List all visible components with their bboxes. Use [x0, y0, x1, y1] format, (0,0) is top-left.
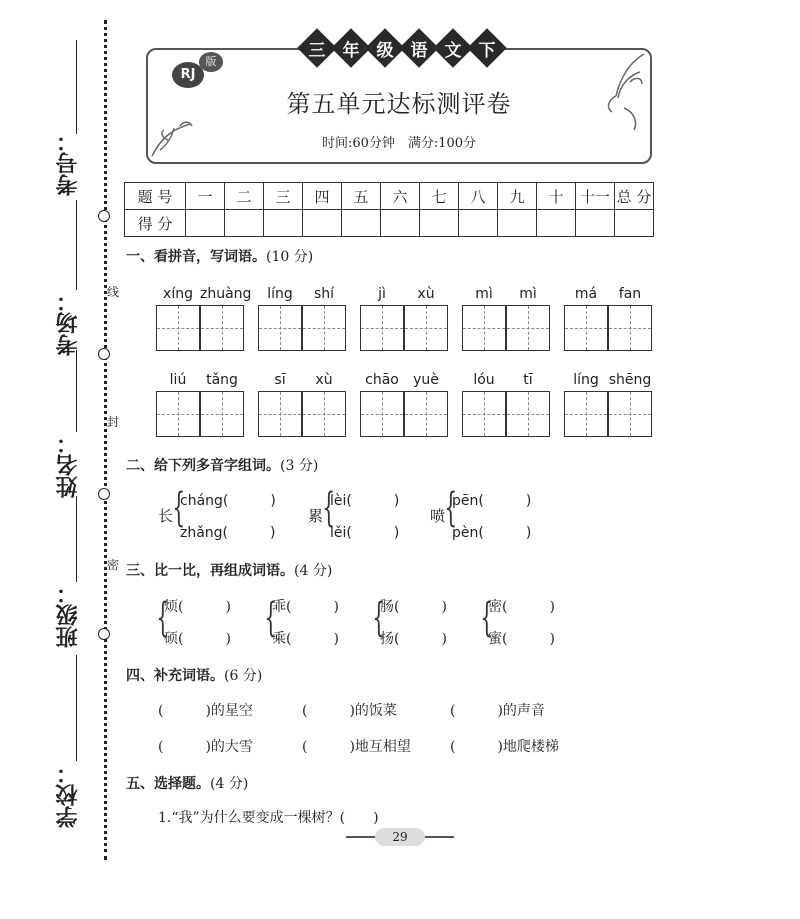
writing-grid-box[interactable]	[258, 305, 302, 351]
brace: {	[372, 595, 386, 641]
ornament-right	[424, 836, 454, 838]
polyphone-char: 累	[308, 507, 324, 525]
polyphone-answer[interactable]: cháng( )	[180, 493, 276, 509]
score-cell[interactable]	[342, 210, 381, 237]
school-label: 学校：	[55, 762, 81, 828]
edition-badge: RJ	[172, 62, 204, 88]
binding-hole	[98, 488, 110, 500]
pinyin: tǎng	[206, 372, 238, 388]
time-info: 时间:60分钟 满分:100分	[321, 136, 477, 151]
pinyin: zhuàng	[200, 286, 252, 302]
score-cell[interactable]	[420, 210, 459, 237]
writing-grid-box[interactable]	[302, 305, 346, 351]
brace: {	[322, 485, 336, 531]
score-cell[interactable]	[186, 210, 225, 237]
pinyin: shēng	[608, 372, 652, 388]
polyphone-answer[interactable]: lěi( )	[330, 525, 400, 541]
binding-hole	[98, 348, 110, 360]
score-cell[interactable]	[615, 210, 654, 237]
page-title: 第五单元达标测评卷	[286, 90, 512, 118]
score-table-score-row: 得 分	[125, 210, 654, 237]
ornament-left	[346, 836, 376, 838]
pinyin: jì	[378, 286, 386, 302]
fill-word[interactable]: ( )的星空	[158, 703, 253, 719]
writing-grid-box[interactable]	[360, 305, 404, 351]
fill-word[interactable]: ( )地爬楼梯	[450, 739, 559, 755]
score-cell[interactable]	[537, 210, 576, 237]
fill-word[interactable]: ( )地互相望	[302, 739, 411, 755]
writing-grid-box[interactable]	[404, 391, 448, 437]
name-label: 姓名：	[55, 432, 81, 498]
score-cell[interactable]	[264, 210, 303, 237]
binding-dotted-line	[104, 20, 107, 860]
brace: {	[444, 485, 458, 531]
fill-word[interactable]: ( )的声音	[450, 703, 545, 719]
brace: {	[156, 595, 170, 641]
polyphone-answer[interactable]: pèn( )	[452, 525, 532, 541]
section-5-heading: 五、选择题。(4 分)	[126, 776, 249, 792]
edition-badge-suffix: 版	[199, 52, 223, 72]
section-3-heading: 三、比一比，再组成词语。(4 分)	[126, 563, 333, 579]
banner-diamond: 文	[433, 28, 473, 68]
score-cell[interactable]	[303, 210, 342, 237]
polyphone-char: 长	[158, 507, 174, 525]
fill-word[interactable]: ( )的饭菜	[302, 703, 397, 719]
compare-word[interactable]: 密( )	[488, 599, 555, 615]
section-2-heading: 二、给下列多音字组词。(3 分)	[126, 458, 319, 474]
pinyin: mì	[475, 286, 493, 302]
banner-diamond: 年	[331, 28, 371, 68]
writing-grid-box[interactable]	[506, 391, 550, 437]
writing-grid-box[interactable]	[564, 391, 608, 437]
seal-char-mi: 密	[107, 558, 120, 572]
pinyin: xù	[315, 372, 333, 388]
score-cell[interactable]	[381, 210, 420, 237]
pinyin: fan	[618, 286, 642, 302]
score-cell[interactable]	[459, 210, 498, 237]
class-label: 班级：	[55, 582, 81, 648]
exam-number-line	[76, 40, 77, 134]
brace: {	[172, 485, 186, 531]
pinyin: liú	[169, 372, 187, 388]
score-cell[interactable]	[498, 210, 537, 237]
school-line	[76, 655, 77, 761]
binding-hole	[98, 628, 110, 640]
exam-room-line	[76, 200, 77, 290]
score-cell[interactable]	[225, 210, 264, 237]
writing-grid-box[interactable]	[156, 391, 200, 437]
compare-word[interactable]: 硕( )	[164, 631, 231, 647]
name-line	[76, 350, 77, 432]
compare-word[interactable]: 烦( )	[164, 599, 231, 615]
banner-diamond: 语	[399, 28, 439, 68]
section-4-heading: 四、补充词语。(6 分)	[126, 668, 263, 684]
pinyin: sī	[274, 372, 286, 388]
exam-room-label: 考场：	[55, 290, 81, 356]
pinyin: lóu	[473, 372, 495, 388]
page-number: 29	[375, 828, 425, 846]
writing-grid-box[interactable]	[200, 305, 244, 351]
score-cell[interactable]	[576, 210, 615, 237]
pinyin: mì	[519, 286, 537, 302]
pinyin: má	[574, 286, 598, 302]
pinyin: líng	[267, 286, 293, 302]
writing-grid-box[interactable]	[608, 391, 652, 437]
writing-grid-box[interactable]	[258, 391, 302, 437]
banner-diamond: 下	[467, 28, 507, 68]
compare-word[interactable]: 蜜( )	[488, 631, 555, 647]
pinyin: líng	[573, 372, 599, 388]
score-table	[124, 182, 654, 237]
writing-grid-box[interactable]	[200, 391, 244, 437]
pinyin: yuè	[413, 372, 439, 388]
polyphone-answer[interactable]: pēn( )	[452, 493, 532, 509]
writing-grid-box[interactable]	[360, 391, 404, 437]
writing-grid-box[interactable]	[506, 305, 550, 351]
writing-grid-box[interactable]	[608, 305, 652, 351]
class-line	[76, 496, 77, 582]
polyphone-answer[interactable]: zhǎng( )	[180, 525, 276, 541]
banner-diamond: 级	[365, 28, 405, 68]
compare-word[interactable]: 乘( )	[272, 631, 339, 647]
compare-word[interactable]: 肠( )	[380, 599, 447, 615]
seal-char-xian: 线	[107, 285, 120, 299]
seal-char-feng: 封	[107, 415, 120, 429]
pinyin: xíng	[163, 286, 193, 302]
writing-grid-box[interactable]	[302, 391, 346, 437]
pinyin: xù	[417, 286, 435, 302]
binding-hole	[98, 210, 110, 222]
pinyin: chāo	[365, 372, 399, 388]
fill-word[interactable]: ( )的大雪	[158, 739, 253, 755]
section-1-heading: 一、看拼音，写词语。(10 分)	[126, 249, 314, 265]
brace: {	[264, 595, 278, 641]
polyphone-char: 喷	[430, 507, 446, 525]
grade-banner	[300, 34, 504, 62]
exam-number-label: 考号：	[55, 130, 81, 196]
score-table-header-row: 题 号 一 二 三 四 五 六 七 八 九 十 十一 总 分	[125, 183, 654, 210]
banner-diamond: 三	[297, 28, 337, 68]
compare-word[interactable]: 乖( )	[272, 599, 339, 615]
compare-word[interactable]: 扬( )	[380, 631, 447, 647]
writing-grid-box[interactable]	[462, 305, 506, 351]
pinyin: shí	[313, 286, 335, 302]
writing-grid-box[interactable]	[564, 305, 608, 351]
polyphone-answer[interactable]: lèi( )	[330, 493, 400, 509]
pinyin: tī	[523, 372, 533, 388]
writing-grid-box[interactable]	[156, 305, 200, 351]
writing-grid-box[interactable]	[462, 391, 506, 437]
brace: {	[480, 595, 494, 641]
question-1: 1.“我”为什么要变成一棵树？( )	[158, 810, 379, 826]
writing-grid-box[interactable]	[404, 305, 448, 351]
